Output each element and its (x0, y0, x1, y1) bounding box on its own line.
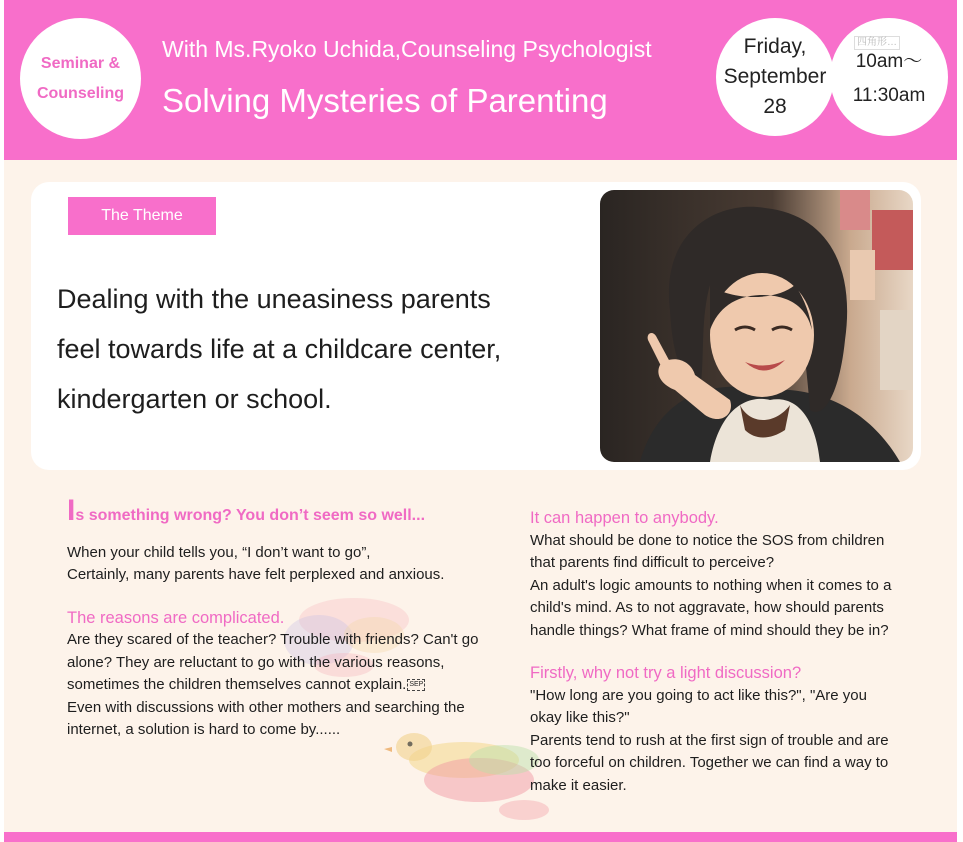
shape-tag: 四角形… (854, 36, 900, 50)
text-line: too forceful on children. Together we can find a way to (530, 754, 889, 771)
right-heading-1: It can happen to anybody. (530, 509, 719, 527)
text-line: alone? They are reluctant to go with the various reasons, (67, 653, 445, 671)
time-circle[interactable] (830, 18, 948, 136)
flyer-page (4, 0, 957, 842)
presenter-subtitle: With Ms.Ryoko Uchida,Counseling Psychologist (162, 36, 652, 62)
text-line: What should be done to notice the SOS from children (530, 531, 885, 549)
event-time: 10am〜 11:30am (852, 51, 926, 106)
left-paragraph-1 (67, 542, 507, 587)
left-heading (67, 494, 507, 528)
presenter-photo-illustration (600, 190, 913, 462)
bottom-bar (4, 832, 957, 842)
text-line: sometimes the children themselves cannot explain. (67, 676, 407, 693)
theme-text (57, 274, 577, 424)
text-line: Even with discussions with other mothers and searching the (67, 698, 465, 716)
text-line: Certainly, many parents have felt perplexed and anxious. (67, 566, 445, 583)
right-heading-2: Firstly, why not try a light discussion? (530, 664, 802, 682)
text-line: make it easier. (530, 776, 627, 794)
event-date: Friday, September 28 (723, 35, 827, 118)
text-line: okay like this?" (530, 709, 630, 726)
text-line: child's mind. As to not aggravate, how should parents (530, 599, 884, 616)
seminar-badge (20, 18, 141, 139)
date-circle (716, 18, 834, 136)
text-line: handle things? What frame of mind should they be in? (530, 621, 889, 639)
text-line: An adult's logic amounts to nothing when it comes to a (530, 576, 892, 594)
right-column (530, 507, 925, 797)
left-heading-dropcap: I (67, 494, 76, 527)
left-paragraph-2 (67, 629, 507, 742)
theme-line: kindergarten or school. (57, 384, 332, 414)
event-title: Solving Mysteries of Parenting (162, 82, 608, 119)
text-line: Are they scared of the teacher? Trouble with friends? Can't go (67, 631, 479, 648)
theme-card (31, 182, 921, 470)
text-line: "How long are you going to act like this?", "Are you (530, 686, 867, 704)
theme-line: Dealing with the uneasiness parents (57, 284, 491, 314)
text-line: that parents find difficult to perceive? (530, 554, 775, 571)
right-paragraph-1 (530, 530, 925, 643)
presenter-photo (600, 190, 913, 462)
theme-line: feel towards life at a childcare center, (57, 334, 502, 364)
theme-label: The Theme (68, 197, 216, 235)
reasons-heading: The reasons are complicated. (67, 608, 285, 627)
text-line: When your child tells you, “I don’t want to go”, (67, 543, 371, 561)
separator-glyph: SEP (407, 679, 425, 691)
left-column (67, 494, 507, 742)
right-paragraph-2 (530, 685, 925, 798)
seminar-badge-text: Seminar & Counseling (36, 54, 125, 102)
text-line: internet, a solution is hard to come by...... (67, 721, 341, 738)
text-line: Parents tend to rush at the first sign of trouble and are (530, 731, 889, 749)
header-banner (4, 0, 957, 160)
left-heading-text: s something wrong? You don’t seem so well... (75, 507, 426, 524)
